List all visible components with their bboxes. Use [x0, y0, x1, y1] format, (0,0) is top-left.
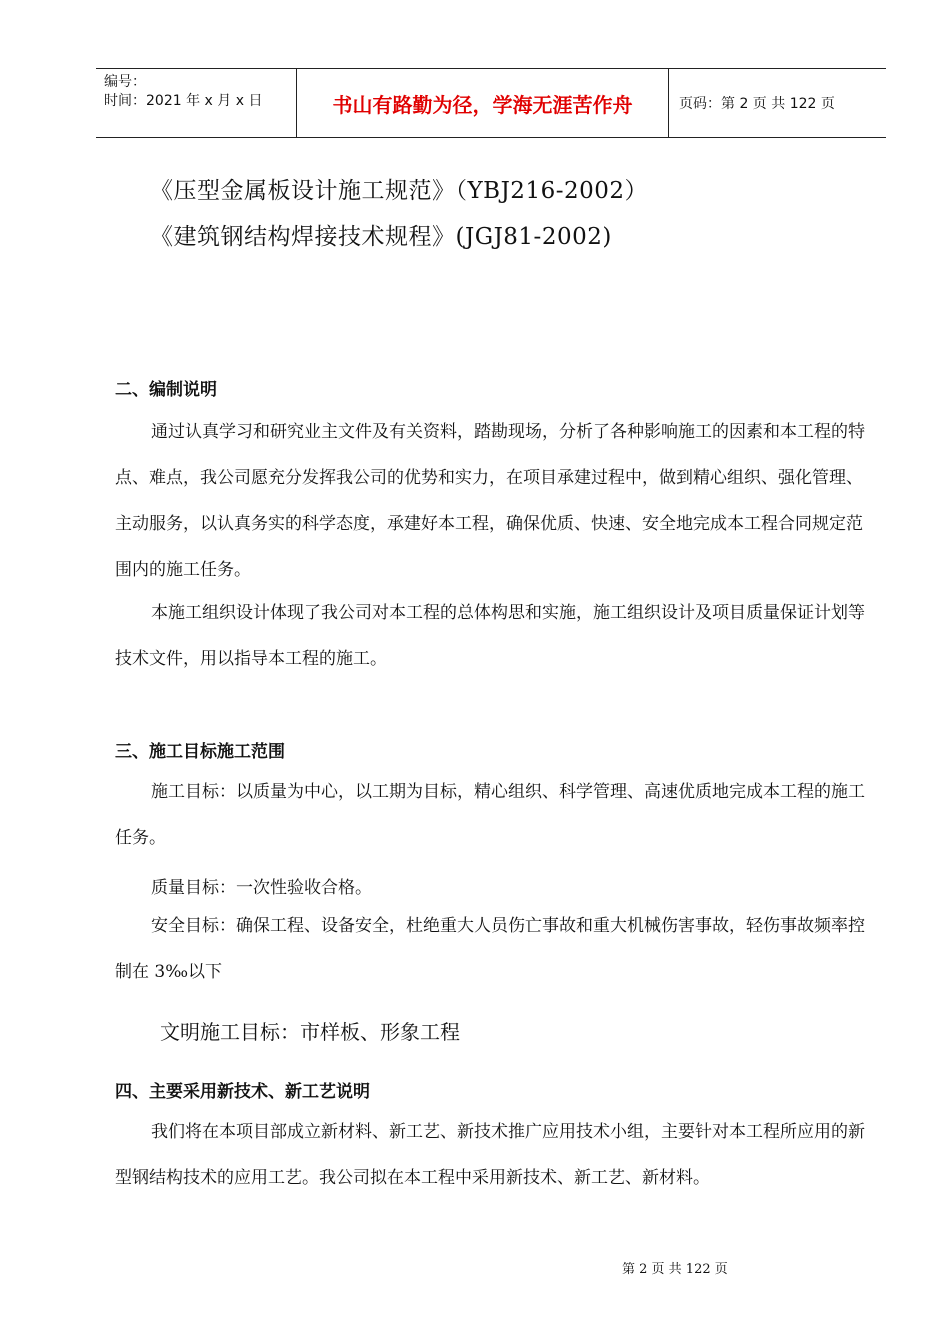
paragraph-text: 通过认真学习和研究业主文件及有关资料，踏勘现场，分析了各种影响施工的因素和本工程的特点、难点，我公司愿充分发挥我公司的优势和实力，在项目承建过程中，做到精心组织、强化管理、主动服务，以认真务实的科学态度，承建好本工程，确保优质、快速、安全地完成本工程合同规定范围内的施工任务。 — [115, 422, 865, 580]
paragraph-text: 我们将在本项目部成立新材料、新工艺、新技术推广应用技术小组，主要针对本工程所应用的新型钢结构技术的应用工艺。我公司拟在本工程中采用新技术、新工艺、新材料。 — [115, 1122, 865, 1188]
paragraph-text: 本施工组织设计体现了我公司对本工程的总体构思和实施，施工组织设计及项目质量保证计划等技术文件，用以指导本工程的施工。 — [115, 603, 865, 669]
paragraph — [115, 903, 875, 995]
quality-goal-text: 质量目标：一次性验收合格。 — [151, 878, 372, 898]
document-number-label: 编号： — [104, 74, 146, 90]
reference-item: 《压型金属板设计施工规范》（YBJ216-2002） — [150, 178, 649, 204]
page-footer: 第 2 页 共 122 页 — [622, 1262, 728, 1277]
construction-goal-text: 施工目标：以质量为中心，以工期为目标，精心组织、科学管理、高速优质地完成本工程的施工任务。 — [115, 782, 865, 848]
header-meta — [104, 73, 262, 111]
reference-item: 《建筑钢结构焊接技术规程》(JGJ81-2002) — [150, 224, 612, 250]
paragraph — [115, 769, 875, 861]
safety-goal-text: 安全目标：确保工程、设备安全，杜绝重大人员伤亡事故和重大机械伤害事故，轻伤事故频率控制在 3‰以下 — [115, 916, 865, 982]
paragraph — [115, 590, 875, 682]
civil-goal-text: 文明施工目标：市样板、形象工程 — [160, 1020, 460, 1044]
page-header — [96, 68, 886, 138]
section-heading: 四、主要采用新技术、新工艺说明 — [115, 1082, 370, 1102]
header-page-info: 页码：第 2 页 共 122 页 — [679, 96, 835, 112]
header-motto: 书山有路勤为径，学海无涯苦作舟 — [332, 92, 633, 117]
paragraph — [115, 1109, 875, 1201]
paragraph — [115, 409, 875, 593]
section-heading: 二、编制说明 — [115, 380, 217, 400]
section-heading: 三、施工目标施工范围 — [115, 742, 285, 762]
document-time-label: 时间：2021 年 x 月 x 日 — [104, 93, 263, 109]
header-divider — [668, 69, 669, 137]
